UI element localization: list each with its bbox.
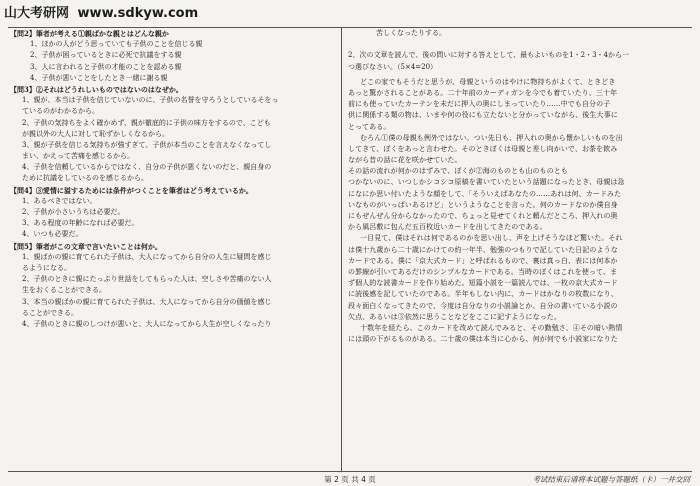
passage-line: どこの家でもそうだと思うが、母親というのはやけに物持ちがよくて、ときどき <box>360 77 616 86</box>
passage-line: 欠点、あるいは③依然に思うことなどをここに記すようになった。 <box>348 312 561 321</box>
answer-option-line: 4、子供が悪いことをしたとき一緒に謝る親 <box>30 73 168 82</box>
answer-option-line: ることができる。 <box>22 308 78 317</box>
passage-line: から風呂敷に包んだ五百枚近いカードを出してきたのである。 <box>348 223 547 232</box>
bottom-rule <box>8 471 692 472</box>
reading-passage <box>348 77 688 346</box>
passage-line: には頭の下がるものがある。二十歳の僕は本当に心から、何が何でも小説家になりた <box>348 335 618 344</box>
answer-option-line: 4、子供を信頼しているからではなく、自分の子供が悪くないのだと、親自身の <box>22 163 272 172</box>
page-footer <box>0 474 700 486</box>
passage-line: あっと驚かされることがある。二十年前のカーディガンを今でも着ていたり、三十年 <box>348 88 618 97</box>
answer-option-line: 2、子供の気持ちをよく確かめず、親が徹底的に子供の味方をするので、こども <box>22 118 271 127</box>
column-divider <box>341 27 342 471</box>
answer-option-line: 1、親ばかの親に育てられた子供は、大人になってから自分の人生に疑問を感じ <box>22 252 272 261</box>
site-header <box>4 2 198 22</box>
answer-option-line: 2、子供が小さいうちは必要だ。 <box>22 208 125 216</box>
answer-option-line: 2、子供のときに親にたっぷり世話をしてもらった人は、空しさや苦痛のない人 <box>22 275 272 284</box>
passage-line: つかないのに、いつしかシコシコ原稿を書いていたという話題になったとき、母親は急 <box>348 178 625 187</box>
answer-option-line: るようになる。 <box>22 263 71 272</box>
passage-line: むろん①僕の母親も例外ではない。つい先日も、押入れの奥から懐かしいものを出 <box>360 133 623 142</box>
answer-option-line: 4、いつも必要だ。 <box>22 230 83 239</box>
intro-line <box>348 39 688 50</box>
question-heading: 【問3】②それはどうれしいものではないのはなぜか。 <box>10 84 183 94</box>
intro-line: 苦しくなったりする。 <box>376 29 446 37</box>
answer-option-line: ているのがわかるから。 <box>22 107 99 116</box>
answer-option-line: 3、親が子供を信じる気持ちが強すぎて、子供が本当のことを言えなくなってし <box>22 140 272 149</box>
question-heading: 【問5】筆者がこの文章で言いたいことは何か。 <box>10 241 162 251</box>
passage-line: 一目見て、僕はそれは何であるのかを思い出し、声を上げそうなほど驚いた。それ <box>360 234 623 243</box>
reading-column <box>348 28 688 470</box>
passage-line: にもぜんぜん分からなかったので、ちょっと見せてくれと頼んだところ、押入れの奥 <box>348 212 618 220</box>
passage-line: 十数年を経たら、このカードを改めて読んでみると、その勤勉さ、④その暗い熱情 <box>360 323 623 332</box>
intro-line: 2、次の文章を読んで、後の問いに対する答えとして、最もよいものを1・2・3・4から一 <box>348 51 629 60</box>
passage-line: 供に関係する類の物は、いまや何の役にも立たないと分かっていながら、後生大事に <box>348 111 618 120</box>
answer-option-line: 4、子供のときに親のしつけが悪いと、大人になってから人生が空しくなったり <box>22 319 272 328</box>
passage-line: カードである。僕に「京大式カード」と呼ばれるもので、裏は真っ白、表には何本か <box>348 256 618 265</box>
answer-option-line: 3、本当の親ばかの親に育てられた子供は、大人になってから自分の価値を感じ <box>22 297 272 306</box>
answer-option-line: 3、ある程度の年齢になれば必要だ。 <box>22 219 139 228</box>
passage-line: その話の流れが何かのはずみで、ぼくが②海のものとも山のものとも <box>348 167 568 176</box>
passage-line: 段々面白くなってきたので、今度は自分なりの小説論とか、自分の書いている小説の <box>348 301 618 310</box>
question-heading: 【問4】③愛情に溢するためには条件がつくことを筆者はどう考えているか。 <box>10 185 253 195</box>
page-number: 第 2 页 共 4 页 <box>324 475 376 484</box>
passage-line: ず個人的な読書カードを作り始めた。短篇小説を一篇読んでは、一枚の京大式カード <box>348 279 618 288</box>
passage-line: ながら昔の話に花を咲かせていた。 <box>348 156 462 165</box>
answer-option-line: 1、親が、本当は子供を信じていないのに、子供の名誉を守ろうとしているそをっ <box>22 96 279 105</box>
site-url: www.sdkyw.com <box>77 6 199 21</box>
question-heading: 【問2】筆者が考える①親ばかな親とはどんな親か <box>10 29 169 38</box>
passage-line: してきて、ぼくをあっと言わせた。そのときぼくは母親と差し向かいで、お茶を飲み <box>348 144 618 153</box>
answer-option-line: が親以外の大人に対して恥ずかしくなるから。 <box>22 129 169 138</box>
intro-line: つ選びなさい。（5×4=20） <box>348 62 438 71</box>
answer-option-line: 生をおくることができる。 <box>22 286 106 295</box>
answer-option-line: 1、ほかの人がどう思っていても子供のことを信じる親 <box>30 40 203 49</box>
answer-option-line: ために抗議をしているのを感じるから。 <box>22 174 148 183</box>
passage-line: に読後感を記していたのである。半年もしない内に、カードはかなりの枚数になり、 <box>348 290 618 299</box>
passage-line: の罫線が引いてあるだけのシンプルなカードである。当時のぼくはこれを使って、ま <box>348 267 618 276</box>
answer-option-line: 2、子供が困っているときに必死で抗議をする親 <box>30 51 182 60</box>
passage-line: いなものがいっぱいあるけど」というようなことを言った。何のカードなのか僕自身 <box>348 200 618 209</box>
passage-line: とってある。 <box>348 122 391 131</box>
passage-line: は僕十九歳から二十歳にかけての約一年半、勉強のつもりで記していた日記のような <box>348 245 618 254</box>
question-intro <box>348 28 688 73</box>
answer-option-line: 3、人に言われると子供の才能のことを認める親 <box>30 62 182 71</box>
brand-logo-text: 山大考研网 <box>4 6 70 21</box>
question-column <box>10 28 336 470</box>
passage-line: になにか思い付いたような顔をして、「そういえばあなたの……あれは何、カードみた <box>348 189 622 198</box>
passage-line: 前にも使っていたカーテンを未だに押入の奥にしまっていたり……中でも自分の子 <box>348 100 611 109</box>
footer-note: 考试结束后请将本试题与答题纸（卡）一并交回 <box>532 475 690 484</box>
answer-option-line: まい、かえって苦痛を感じるから。 <box>22 152 134 161</box>
answer-option-line: 1、あるべきではない。 <box>22 196 97 205</box>
